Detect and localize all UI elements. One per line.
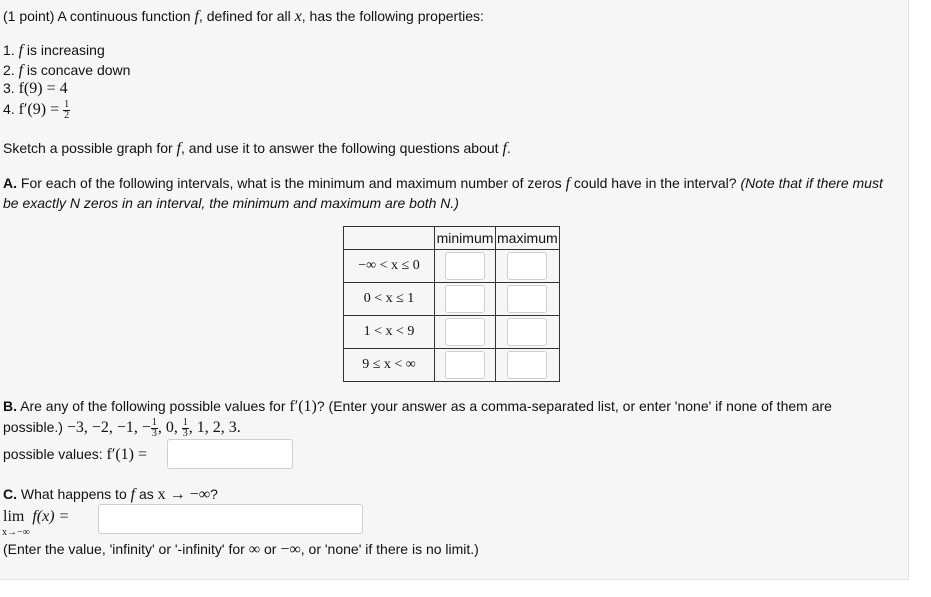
property-3: [3, 80, 68, 98]
p2-f: f: [18, 62, 24, 79]
part-b-label: B.: [3, 398, 17, 414]
max-cell: [496, 283, 560, 316]
zeros-table-header: [344, 227, 560, 250]
possible-values-input[interactable]: [167, 439, 293, 469]
table-row: [344, 349, 560, 382]
max-cell: [496, 250, 560, 283]
p2-text: is concave down: [23, 62, 131, 78]
p4-num: 4.: [3, 101, 15, 118]
answer-math: f′(1) =: [106, 446, 148, 463]
p1-f: f: [18, 42, 24, 59]
part-c-f: f: [130, 486, 136, 503]
min-cell: [435, 316, 496, 349]
frac-num-2: 1: [182, 417, 188, 428]
hint-c: , or 'none' if there is no limit.): [300, 541, 479, 557]
part-a-text1: For each of the following intervals, what is the minimum and maximum number of zeros: [17, 175, 562, 191]
table-row: [344, 283, 560, 316]
max-cell: [496, 349, 560, 382]
p1-num: 1.: [3, 42, 15, 58]
part-c-question: [3, 486, 218, 504]
p4-frac-den: 2: [64, 110, 70, 121]
frac-den-1: 3: [151, 428, 157, 439]
values-c: , 1, 2, 3.: [188, 419, 241, 437]
min-cell: [435, 283, 496, 316]
intro-f: f: [194, 8, 199, 25]
p2-num: 2.: [3, 62, 15, 78]
limit-subscript: x→−∞: [2, 527, 30, 538]
sketch-prefix: Sketch a possible graph for: [3, 140, 173, 156]
p3-num: 3.: [3, 80, 15, 96]
max-cell: [496, 316, 560, 349]
min-input-row2[interactable]: [445, 285, 485, 313]
p4-math: f′(9) =: [18, 101, 64, 119]
min-cell: [435, 349, 496, 382]
min-input-row1[interactable]: [445, 252, 485, 280]
interval-label: 1 < x < 9: [344, 316, 435, 349]
max-input-row2[interactable]: [507, 285, 547, 313]
third-frac: [182, 418, 189, 439]
min-cell: [435, 250, 496, 283]
sketch-f2: f: [502, 140, 507, 157]
part-a-question: [3, 175, 883, 193]
part-b-text2: ? (Enter your answer as a comma-separated list, or enter 'none' if none of them are: [316, 398, 832, 414]
header-minimum: minimum: [435, 227, 496, 250]
part-c-label: C.: [3, 486, 17, 502]
p1-text: is increasing: [23, 42, 105, 58]
interval-label: 9 ≤ x < ∞: [344, 349, 435, 382]
interval-label: 0 < x ≤ 1: [344, 283, 435, 316]
part-a-f: f: [565, 175, 571, 192]
sketch-instruction: [3, 140, 511, 158]
part-b-text3: possible.): [3, 419, 63, 436]
part-c-q: ?: [210, 486, 218, 502]
interval-label: −∞ < x ≤ 0: [344, 250, 435, 283]
part-b-fp1: f′(1): [289, 398, 317, 415]
part-a-note1: (Note that if there must: [740, 175, 883, 191]
intro-x: x: [294, 8, 302, 25]
answer-label: possible values:: [3, 446, 103, 462]
part-a-label: A.: [3, 175, 17, 191]
table-row: [344, 250, 560, 283]
p3-math: f(9) = 4: [18, 80, 68, 97]
property-4: [3, 100, 70, 121]
lim-fx: f(x) =: [32, 508, 70, 525]
hint-b: or: [263, 541, 277, 557]
part-b-text1: Are any of the following possible values for: [17, 398, 286, 414]
part-c-text1: What happens to: [17, 486, 127, 502]
intro-text: [3, 8, 484, 26]
zeros-table: [343, 226, 560, 382]
property-2: [3, 62, 130, 80]
sketch-f1: f: [176, 140, 181, 157]
intro-mid: , defined for all: [198, 8, 291, 24]
intro-prefix: (1 point) A continuous function: [3, 8, 191, 24]
p4-frac-num: 1: [64, 99, 70, 110]
hint-a: (Enter the value, 'infinity' or '-infinity' for: [3, 541, 245, 557]
limit-expression: [3, 508, 69, 526]
values-b: , 0,: [157, 419, 178, 437]
max-input-row3[interactable]: [507, 318, 547, 346]
sketch-mid: , and use it to answer the following questions about: [181, 140, 499, 156]
part-a-text2: could have in the interval?: [570, 175, 737, 191]
property-1: [3, 42, 105, 60]
part-b-values: [3, 418, 241, 439]
part-c-arrow: x → −∞: [157, 486, 211, 503]
hint-neginf: −∞: [280, 541, 301, 558]
intro-suffix: , has the following properties:: [301, 8, 484, 24]
table-row: [344, 316, 560, 349]
min-input-row3[interactable]: [445, 318, 485, 346]
frac-den-2: 3: [182, 428, 188, 439]
p4-fraction: [63, 100, 70, 121]
hint-inf: ∞: [248, 541, 261, 558]
max-input-row1[interactable]: [507, 252, 547, 280]
neg-third-frac: [151, 418, 158, 439]
lim-word: lim: [3, 508, 25, 525]
part-b-answer-label: [3, 446, 147, 464]
part-c-text2: as: [135, 486, 154, 502]
min-input-row4[interactable]: [445, 351, 485, 379]
values-a: −3, −2, −1, −: [66, 419, 151, 437]
part-c-hint: [3, 541, 479, 559]
max-input-row4[interactable]: [507, 351, 547, 379]
frac-num-1: 1: [151, 417, 157, 428]
part-b-question: [3, 398, 832, 416]
header-blank: [344, 227, 435, 250]
sketch-end: .: [506, 140, 511, 156]
header-maximum: maximum: [496, 227, 560, 250]
limit-input[interactable]: [98, 504, 363, 534]
part-a-note2: be exactly N zeros in an interval, the minimum and maximum are both N.): [3, 195, 459, 211]
